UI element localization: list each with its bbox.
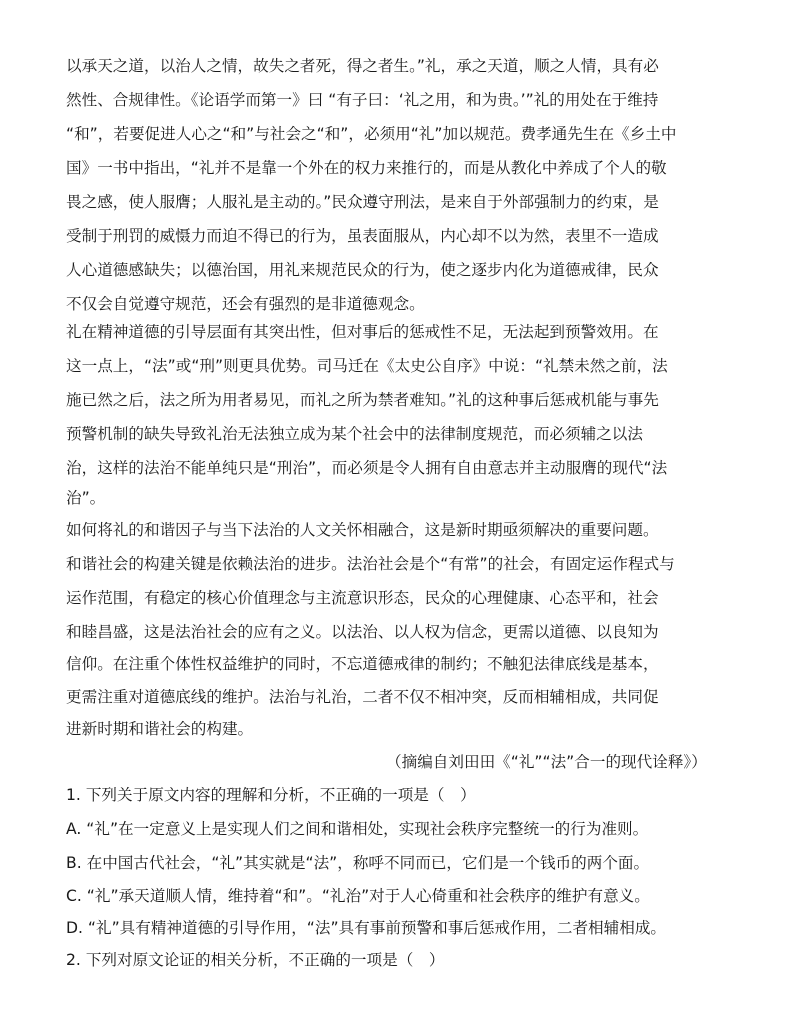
article-line: 礼在精神道德的引导层面有其突出性，但对事后的惩戒性不足，无法起到预警效用。在 [66,323,659,341]
article-line: 国》一书中指出，“礼并不是靠一个外在的权力来推行的，而是从教化中养成了个人的敬 [66,159,667,177]
article-line: 这一点上，“法”或“刑”则更具优势。司马迁在《太史公自序》中说：“礼禁未然之前，法 [66,357,668,375]
answer-option-b: B. 在中国古代社会，“礼”其实就是“法”，称呼不同而已，它们是一个钱币的两个面。 [66,854,650,872]
question-stem: 2. 下列对原文论证的相关分析，不正确的一项是（ ） [66,951,445,969]
answer-option-c: C. “礼”承天道顺人情，维持着“和”。“礼治”对于人心倚重和社会秩序的维护有意义。 [66,887,650,905]
article-line: 不仅会自觉遵守规范，还会有强烈的是非道德观念。 [66,295,425,313]
article-line: 治”。 [66,489,106,507]
article-line: 如何将礼的和谐因子与当下法治的人文关怀相融合，这是新时期亟须解决的重要问题。 [66,521,659,539]
answer-option-a: A. “礼”在一定意义上是实现人们之间和谐相处，实现社会秩序完整统一的行为准则。 [66,820,649,838]
article-line: 信仰。在注重个体性权益维护的同时，不忘道德戒律的制约；不触犯法律底线是基本， [66,655,659,673]
article-line: 预警机制的缺失导致礼治无法独立成为某个社会中的法律制度规范，而必须辅之以法 [66,425,643,443]
article-line: 和睦昌盛，这是法治社会的应有之义。以法治、以人权为信念，更需以道德、以良知为 [66,623,659,641]
source-citation: （摘编自刘田田《“礼”“法”合一的现代诠释》） [386,753,707,771]
question-stem: 1. 下列关于原文内容的理解和分析，不正确的一项是（ ） [66,786,476,804]
article-line: 人心道德感缺失；以德治国，用礼来规范民众的行为，使之逐步内化为道德戒律，民众 [66,261,659,279]
article-line: 以承天之道，以治人之情，故失之者死，得之者生。”礼，承之天道，顺之人情，具有必 [66,57,659,75]
article-line: 然性、合规律性。《论语学而第一》曰 “有子曰：‘礼之用，和为贵。’”礼的用处在于维持 [66,91,659,109]
article-line: 施已然之后，法之所为用者易见，而礼之所为禁者难知。”礼的这种事后惩戒机能与事先 [66,391,659,409]
article-line: 畏之感，使人服膺；人服礼是主动的。”民众遵守刑法，是来自于外部强制力的约束，是 [66,193,659,211]
article-line: 进新时期和谐社会的构建。 [66,720,254,738]
article-line: 运作范围，有稳定的核心价值理念与主流意识形态，民众的心理健康、心态平和，社会 [66,589,659,607]
article-line: 更需注重对道德底线的维护。法治与礼治，二者不仅不相冲突，反而相辅相成，共同促 [66,688,659,706]
article-line: 和谐社会的构建关键是依赖法治的进步。法治社会是个“有常”的社会，有固定运作程式与 [66,555,675,573]
article-line: 受制于刑罚的威慑力而迫不得已的行为，虽表面服从，内心却不以为然，表里不一造成 [66,227,659,245]
article-line: 治，这样的法治不能单纯只是“刑治”，而必须是令人拥有自由意志并主动服膺的现代“法 [66,459,668,477]
article-line: “和”，若要促进人心之“和”与社会之“和”，必须用“礼”加以规范。费孝通先生在《乡土中 [66,125,677,143]
answer-option-d: D. “礼”具有精神道德的引导作用，“法”具有事前预警和事后惩戒作用，二者相辅相成。 [66,919,667,937]
